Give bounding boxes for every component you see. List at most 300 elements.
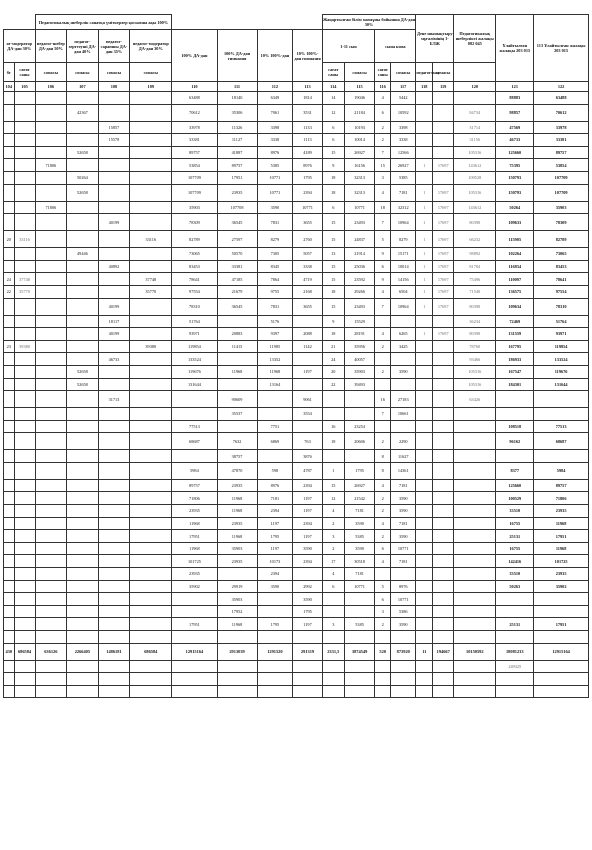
table-cell: 108518 bbox=[496, 420, 534, 433]
table-cell: 1795 bbox=[344, 462, 375, 479]
table-cell: 4 bbox=[322, 568, 344, 581]
table-cell: 8345 bbox=[257, 260, 293, 273]
table-cell: 68687 bbox=[172, 433, 217, 450]
table-cell: 10592 bbox=[391, 104, 416, 121]
table-cell bbox=[130, 593, 172, 606]
table-row bbox=[4, 171, 589, 184]
table-cell: 5442 bbox=[391, 92, 416, 105]
table-cell: 46733 bbox=[98, 353, 130, 366]
table-cell: 1 bbox=[416, 231, 433, 248]
table-cell: 80398 bbox=[454, 214, 496, 231]
table-row bbox=[4, 530, 589, 543]
header-grades-1-11: 1-11 сын bbox=[322, 30, 375, 63]
table-row bbox=[4, 214, 589, 231]
table-cell: 78309 bbox=[172, 214, 217, 231]
table-cell: 96162 bbox=[496, 433, 534, 450]
table-cell bbox=[130, 580, 172, 593]
table-cell: 2 bbox=[375, 134, 391, 147]
table-cell: 143612 bbox=[454, 159, 496, 172]
table-cell: 37748 bbox=[130, 273, 172, 286]
subheader-sum-3: сомасы bbox=[98, 63, 130, 82]
column-number-row bbox=[4, 82, 589, 92]
table-cell bbox=[416, 593, 433, 606]
table-cell bbox=[4, 260, 15, 273]
table-cell: 15 bbox=[322, 298, 344, 315]
table-cell bbox=[416, 580, 433, 593]
header-moderator-30b: педагог-модератор ДА-дан 30% bbox=[130, 30, 172, 63]
table-cell bbox=[496, 450, 534, 463]
header-expert-35: педагог-сарапшы ДА-дан 35% bbox=[98, 30, 130, 63]
table-cell bbox=[4, 201, 15, 214]
table-cell bbox=[67, 542, 99, 555]
table-cell bbox=[98, 492, 130, 505]
table-cell: 17697 bbox=[433, 328, 454, 341]
table-cell: 3338 bbox=[257, 134, 293, 147]
table-cell bbox=[496, 391, 534, 408]
table-cell bbox=[4, 184, 15, 201]
table-cell bbox=[14, 530, 35, 543]
table-cell: 5984 bbox=[172, 462, 217, 479]
table-cell: 75395 bbox=[496, 159, 534, 172]
table-cell: 143612 bbox=[454, 201, 496, 214]
table-cell: 11968 bbox=[217, 530, 257, 543]
header-blank-2 bbox=[172, 15, 322, 30]
table-cell: 17951 bbox=[534, 618, 589, 631]
table-cell bbox=[67, 618, 99, 631]
table-row bbox=[4, 315, 589, 328]
table-cell bbox=[35, 365, 67, 378]
column-number: 116 bbox=[375, 82, 391, 92]
table-row bbox=[4, 433, 589, 450]
table-cell: 7831 bbox=[257, 298, 293, 315]
total-cell: 11 bbox=[416, 643, 433, 660]
table-cell bbox=[130, 353, 172, 366]
table-cell: 78309 bbox=[534, 214, 589, 231]
table-cell: 16755 bbox=[496, 517, 534, 530]
table-cell: 32312 bbox=[391, 201, 416, 214]
table-cell bbox=[67, 420, 99, 433]
table-row bbox=[4, 121, 589, 134]
table-cell bbox=[4, 159, 15, 172]
table-cell bbox=[433, 134, 454, 147]
table-cell bbox=[375, 353, 391, 366]
table-cell bbox=[433, 420, 454, 433]
table-cell bbox=[130, 555, 172, 568]
table-cell: 15 bbox=[322, 479, 344, 492]
table-cell: 23 bbox=[4, 340, 15, 353]
table-row bbox=[4, 285, 589, 298]
table-cell: 89757 bbox=[172, 146, 217, 159]
table-cell bbox=[130, 492, 172, 505]
table-cell bbox=[433, 530, 454, 543]
table-cell: 1133 bbox=[293, 121, 322, 134]
table-cell bbox=[130, 618, 172, 631]
table-cell bbox=[14, 517, 35, 530]
table-cell bbox=[14, 479, 35, 492]
table-cell: 3 bbox=[375, 171, 391, 184]
table-cell: 10771 bbox=[257, 171, 293, 184]
column-number: 119 bbox=[433, 82, 454, 92]
table-cell bbox=[433, 353, 454, 366]
table-cell: 11127 bbox=[217, 134, 257, 147]
table-cell bbox=[14, 450, 35, 463]
table-cell: 1 bbox=[416, 184, 433, 201]
table-cell: 17697 bbox=[433, 260, 454, 273]
table-cell: 1197 bbox=[257, 517, 293, 530]
table-cell bbox=[98, 231, 130, 248]
table-cell: 53854 bbox=[172, 159, 217, 172]
table-cell bbox=[130, 391, 172, 408]
table-cell bbox=[4, 391, 15, 408]
table-cell bbox=[130, 159, 172, 172]
table-cell: 35956 bbox=[344, 340, 375, 353]
table-cell bbox=[130, 505, 172, 518]
table-cell: 47185 bbox=[217, 273, 257, 286]
table-cell: 24837 bbox=[344, 231, 375, 248]
table-cell bbox=[14, 92, 35, 105]
table-cell bbox=[433, 378, 454, 391]
table-cell bbox=[98, 433, 130, 450]
table-cell bbox=[130, 121, 172, 134]
table-row bbox=[4, 420, 589, 433]
table-cell: 21 bbox=[322, 340, 344, 353]
table-cell bbox=[454, 479, 496, 492]
table-cell bbox=[35, 171, 67, 184]
table-cell bbox=[130, 214, 172, 231]
table-cell: 35903 bbox=[217, 593, 257, 606]
table-cell: 125660 bbox=[496, 479, 534, 492]
table-cell bbox=[98, 248, 130, 261]
table-cell: 71806 bbox=[534, 492, 589, 505]
table-cell: 71540 bbox=[454, 285, 496, 298]
table-cell: 71806 bbox=[35, 201, 67, 214]
table-cell: 33978 bbox=[172, 121, 217, 134]
table-cell: 50263 bbox=[496, 580, 534, 593]
table-cell: 3590 bbox=[391, 618, 416, 631]
table-cell: 15171 bbox=[391, 248, 416, 261]
table-cell: 33116 bbox=[130, 231, 172, 248]
table-cell bbox=[217, 315, 257, 328]
table-cell bbox=[67, 479, 99, 492]
table-cell bbox=[391, 568, 416, 581]
header-grades-combined: сына кома bbox=[375, 30, 416, 63]
table-cell: 63488 bbox=[534, 92, 589, 105]
total-cell: 1291520 bbox=[257, 643, 293, 660]
table-cell: 11627 bbox=[391, 450, 416, 463]
table-cell: 39493 bbox=[344, 378, 375, 391]
subheader-blank bbox=[454, 63, 496, 82]
table-cell bbox=[67, 408, 99, 421]
table-row bbox=[4, 328, 589, 341]
table-cell: 14 bbox=[322, 92, 344, 105]
table-cell: 32313 bbox=[344, 171, 375, 184]
table-cell bbox=[98, 365, 130, 378]
table-cell bbox=[14, 184, 35, 201]
table-cell: 10964 bbox=[391, 298, 416, 315]
table-cell bbox=[433, 433, 454, 450]
table-cell: 2 bbox=[375, 505, 391, 518]
extra-row bbox=[4, 660, 589, 673]
table-cell bbox=[172, 408, 217, 421]
table-cell: 35903 bbox=[217, 542, 257, 555]
table-cell: 17697 bbox=[433, 184, 454, 201]
table-cell: 37748 bbox=[14, 273, 35, 286]
table-cell: 763 bbox=[293, 433, 322, 450]
table-cell: 119854 bbox=[172, 340, 217, 353]
total-cell: 520 bbox=[375, 643, 391, 660]
table-cell: 50264 bbox=[496, 201, 534, 214]
table-cell: 78760 bbox=[454, 340, 496, 353]
table-cell: 17697 bbox=[433, 248, 454, 261]
table-cell: 25131 bbox=[496, 530, 534, 543]
table-cell bbox=[98, 593, 130, 606]
table-cell bbox=[257, 450, 293, 463]
table-cell: 23493 bbox=[344, 214, 375, 231]
column-number: 117 bbox=[391, 82, 416, 92]
table-cell: 131644 bbox=[534, 378, 589, 391]
table-cell: 3590 bbox=[391, 505, 416, 518]
blank-row bbox=[4, 685, 589, 698]
table-cell: 17952 bbox=[217, 605, 257, 618]
table-cell: 3338 bbox=[391, 134, 416, 147]
table-cell bbox=[454, 462, 496, 479]
table-cell: 89757 bbox=[172, 479, 217, 492]
table-cell: 119854 bbox=[534, 340, 589, 353]
table-row bbox=[4, 517, 589, 530]
table-cell bbox=[4, 353, 15, 366]
table-cell: 1 bbox=[416, 285, 433, 298]
table-cell bbox=[35, 92, 67, 105]
table-cell bbox=[35, 134, 67, 147]
table-cell bbox=[4, 542, 15, 555]
table-body bbox=[4, 92, 589, 698]
table-cell: 3655 bbox=[293, 298, 322, 315]
table-cell bbox=[35, 420, 67, 433]
table-cell bbox=[14, 492, 35, 505]
column-number: 114 bbox=[322, 82, 344, 92]
table-cell: 4189 bbox=[293, 146, 322, 159]
table-cell: 7305 bbox=[257, 248, 293, 261]
table-cell: 70612 bbox=[172, 104, 217, 121]
table-cell: 7061 bbox=[257, 104, 293, 121]
table-cell: 7181 bbox=[391, 479, 416, 492]
table-cell bbox=[14, 201, 35, 214]
table-cell: 83453 bbox=[172, 260, 217, 273]
table-cell: 46733 bbox=[496, 134, 534, 147]
table-cell: 7 bbox=[375, 146, 391, 159]
table-cell bbox=[130, 542, 172, 555]
total-cell: 10150592 bbox=[454, 643, 496, 660]
table-cell bbox=[14, 134, 35, 147]
table-cell bbox=[35, 273, 67, 286]
table-cell bbox=[67, 340, 99, 353]
table-cell bbox=[98, 618, 130, 631]
table-cell bbox=[293, 315, 322, 328]
table-cell bbox=[14, 408, 35, 421]
table-cell bbox=[416, 517, 433, 530]
table-cell: 4 bbox=[375, 517, 391, 530]
table-cell: 35537 bbox=[217, 408, 257, 421]
table-cell: 52658 bbox=[67, 184, 99, 201]
table-cell: 17697 bbox=[433, 285, 454, 298]
table-cell: 7831 bbox=[257, 214, 293, 231]
table-cell: 3338 bbox=[293, 260, 322, 273]
table-cell bbox=[35, 378, 67, 391]
table-cell: 22 bbox=[322, 378, 344, 391]
table-row bbox=[4, 184, 589, 201]
table-cell bbox=[454, 492, 496, 505]
table-cell: 10014 bbox=[391, 260, 416, 273]
table-cell: 5386 bbox=[391, 605, 416, 618]
table-cell: 39380 bbox=[130, 340, 172, 353]
table-cell bbox=[534, 450, 589, 463]
table-cell: 131644 bbox=[172, 378, 217, 391]
salary-sheet bbox=[3, 14, 589, 698]
subheader-sum-7: сомасы bbox=[433, 63, 454, 82]
table-cell: 2168 bbox=[293, 285, 322, 298]
table-cell bbox=[130, 104, 172, 121]
table-cell: 4719 bbox=[293, 273, 322, 286]
subheader-a: бг bbox=[4, 63, 15, 82]
table-cell: 21679 bbox=[217, 285, 257, 298]
table-cell: 70612 bbox=[534, 104, 589, 121]
table-cell: 17951 bbox=[217, 171, 257, 184]
table-cell bbox=[454, 542, 496, 555]
table-cell bbox=[130, 134, 172, 147]
table-cell: 4 bbox=[375, 184, 391, 201]
table-cell bbox=[130, 568, 172, 581]
table-cell bbox=[98, 462, 130, 479]
table-cell bbox=[14, 462, 35, 479]
table-cell: 5984 bbox=[534, 462, 589, 479]
table-cell: 2394 bbox=[257, 568, 293, 581]
table-cell bbox=[454, 505, 496, 518]
table-cell bbox=[98, 171, 130, 184]
table-cell: 1 bbox=[416, 298, 433, 315]
table-cell bbox=[98, 580, 130, 593]
table-cell bbox=[67, 433, 99, 450]
table-cell: 11985 bbox=[257, 340, 293, 353]
table-cell: 18140 bbox=[217, 92, 257, 105]
table-cell bbox=[67, 568, 99, 581]
total-cell: 291319 bbox=[293, 643, 322, 660]
table-cell bbox=[35, 328, 67, 341]
table-cell: 133524 bbox=[534, 353, 589, 366]
table-cell bbox=[67, 285, 99, 298]
table-cell: 8279 bbox=[257, 231, 293, 248]
table-cell: 63426 bbox=[454, 391, 496, 408]
table-cell bbox=[98, 92, 130, 105]
table-cell: 116834 bbox=[496, 260, 534, 273]
table-cell bbox=[67, 605, 99, 618]
table-cell bbox=[67, 530, 99, 543]
table-cell bbox=[35, 146, 67, 159]
table-cell: 17951 bbox=[172, 618, 217, 631]
column-number: 113 bbox=[293, 82, 322, 92]
table-cell bbox=[67, 580, 99, 593]
table-cell bbox=[433, 517, 454, 530]
table-cell bbox=[257, 605, 293, 618]
table-cell: 7632 bbox=[217, 433, 257, 450]
table-cell bbox=[14, 104, 35, 121]
subheader-sum-6: сомасы bbox=[391, 63, 416, 82]
table-cell bbox=[172, 593, 217, 606]
table-cell bbox=[4, 328, 15, 341]
table-cell: 84734 bbox=[454, 104, 496, 121]
table-cell bbox=[35, 450, 67, 463]
table-cell bbox=[98, 479, 130, 492]
table-cell bbox=[217, 568, 257, 581]
table-cell: 35903 bbox=[534, 201, 589, 214]
table-row bbox=[4, 542, 589, 555]
table-cell: 15 bbox=[322, 273, 344, 286]
table-cell bbox=[130, 517, 172, 530]
table-cell: 3398 bbox=[257, 121, 293, 134]
table-cell: 17951 bbox=[172, 530, 217, 543]
table-cell bbox=[4, 479, 15, 492]
table-cell: 8279 bbox=[391, 231, 416, 248]
table-cell bbox=[67, 121, 99, 134]
table-cell bbox=[98, 450, 130, 463]
table-cell bbox=[130, 479, 172, 492]
table-cell bbox=[4, 605, 15, 618]
table-cell bbox=[98, 505, 130, 518]
table-cell bbox=[391, 315, 416, 328]
table-cell: 17697 bbox=[433, 231, 454, 248]
table-cell bbox=[4, 568, 15, 581]
table-cell bbox=[98, 517, 130, 530]
table-cell: 7 bbox=[375, 214, 391, 231]
column-number: 111 bbox=[217, 82, 257, 92]
table-cell: 25131 bbox=[496, 618, 534, 631]
table-cell: 97554 bbox=[172, 285, 217, 298]
table-cell bbox=[4, 580, 15, 593]
table-cell bbox=[416, 171, 433, 184]
table-cell: 107709 bbox=[534, 171, 589, 184]
table-cell bbox=[4, 214, 15, 231]
table-cell: 31156 bbox=[454, 134, 496, 147]
table-cell: 10771 bbox=[344, 580, 375, 593]
table-cell: 33510 bbox=[496, 568, 534, 581]
table-cell bbox=[172, 391, 217, 408]
table-cell bbox=[433, 408, 454, 421]
column-number: 115 bbox=[344, 82, 375, 92]
header-pe-teacher: Дене шынықтыру мұғалімінің 1-БЛЖ bbox=[416, 15, 454, 63]
table-cell: 1142 bbox=[293, 340, 322, 353]
total-cell: 18081233 bbox=[496, 643, 534, 660]
table-cell: 78641 bbox=[172, 273, 217, 286]
table-cell bbox=[130, 420, 172, 433]
table-cell: 3876 bbox=[293, 450, 322, 463]
table-row bbox=[4, 353, 589, 366]
table-cell: 1795 bbox=[293, 171, 322, 184]
table-cell: 6 bbox=[375, 104, 391, 121]
column-number: 118 bbox=[416, 82, 433, 92]
table-cell: 6504 bbox=[391, 285, 416, 298]
table-cell: 136575 bbox=[496, 285, 534, 298]
table-cell: 16 bbox=[375, 391, 391, 408]
table-cell: 2 bbox=[375, 492, 391, 505]
table-cell bbox=[344, 408, 375, 421]
table-cell: 53854 bbox=[534, 159, 589, 172]
column-number: 107 bbox=[67, 82, 99, 92]
table-cell bbox=[454, 517, 496, 530]
table-row bbox=[4, 479, 589, 492]
table-cell bbox=[14, 505, 35, 518]
table-cell: 9 bbox=[375, 248, 391, 261]
table-cell: 100529 bbox=[496, 492, 534, 505]
table-cell: 23935 bbox=[172, 505, 217, 518]
